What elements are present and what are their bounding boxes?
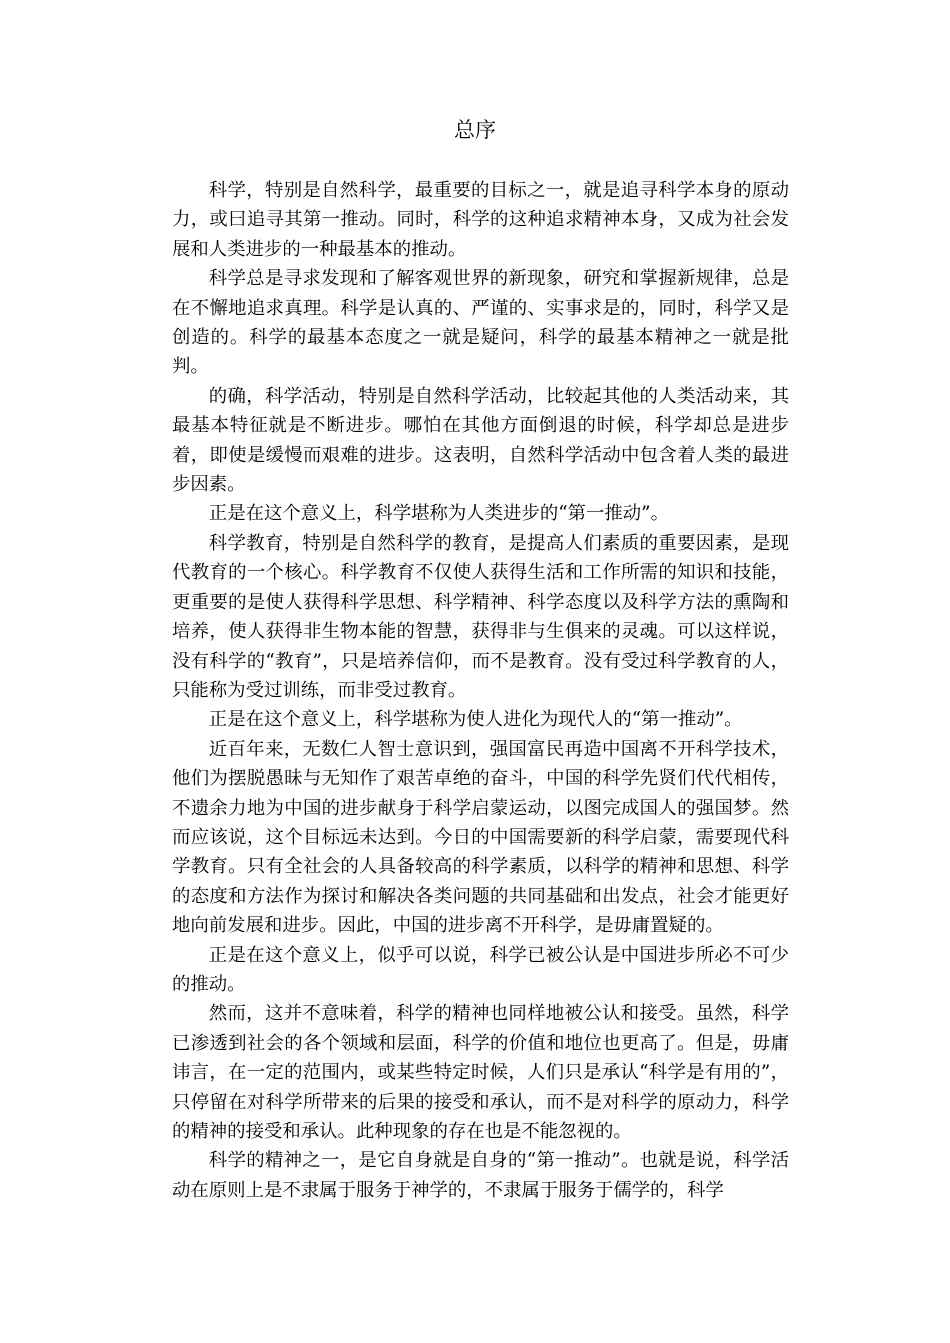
paragraph: 正是在这个意义上，科学堪称为使人进化为现代人的“第一推动”。 <box>208 709 743 731</box>
paragraph: 科学总是寻求发现和了解客观世界的新现象，研究和掌握新规律，总是在不懈地追求真理。科学是认真的、严谨的、实事求是的，同时，科学又是创造的。科学的最基本态度之一就是疑问，科学的最基本精神之一就是批判。 <box>172 268 789 378</box>
paragraph: 科学，特别是自然科学，最重要的目标之一，就是追寻科学本身的原动力，或曰追寻其第一推动。同时，科学的这种追求精神本身，又成为社会发展和人类进步的一种最基本的推动。 <box>172 180 789 260</box>
paragraph: 科学教育，特别是自然科学的教育，是提高人们素质的重要因素，是现代教育的一个核心。科学教育不仅使人获得生活和工作所需的知识和技能，更重要的是使人获得科学思想、科学精神、科学态度以及科学方法的熏陶和培养，使人获得非生物本能的智慧，获得非与生俱来的灵魂。可以这样说，没有科学的“教育”，只是培养信仰，而不是教育。没有受过科学教育的人，只能称为受过训练，而非受过教育。 <box>172 532 789 701</box>
paragraph: 正是在这个意义上，科学堪称为人类进步的“第一推动”。 <box>208 503 669 525</box>
paragraph: 近百年来，无数仁人智士意识到，强国富民再造中国离不开科学技术，他们为摆脱愚昧与无知作了艰苦卓绝的奋斗，中国的科学先贤们代代相传，不遗余力地为中国的进步献身于科学启蒙运动，以图完成国人的强国梦。然而应该说，这个目标远未达到。今日的中国需要新的科学启蒙，需要现代科学教育。只有全社会的人具备较高的科学素质，以科学的精神和思想、科学的态度和方法作为探讨和解决各类问题的共同基础和出发点，社会才能更好地向前发展和进步。因此，中国的进步离不开科学，是毋庸置疑的。 <box>172 738 789 937</box>
paragraph: 正是在这个意义上，似乎可以说，科学已被公认是中国进步所必不可少的推动。 <box>172 944 789 995</box>
page-title: 总序 <box>454 118 496 142</box>
paragraph: 的确，科学活动，特别是自然科学活动，比较起其他的人类活动来，其最基本特征就是不断进步。哪怕在其他方面倒退的时候，科学却总是进步着，即使是缓慢而艰难的进步。这表明，自然科学活动中包含着人类的最进步因素。 <box>172 385 789 496</box>
paragraph: 科学的精神之一，是它自身就是自身的“第一推动”。也就是说，科学活动在原则上是不隶属于服务于神学的，不隶属于服务于儒学的，科学 <box>172 1150 789 1201</box>
body-text <box>172 176 789 1205</box>
paragraph: 然而，这并不意味着，科学的精神也同样地被公认和接受。虽然，科学已渗透到社会的各个领域和层面，科学的价值和地位也更高了。但是，毋庸讳言，在一定的范围内，或某些特定时候，人们只是承认“科学是有用的”，只停留在对科学所带来的后果的接受和承认，而不是对科学的原动力，科学的精神的接受和承认。此种现象的存在也是不能忽视的。 <box>172 1003 789 1142</box>
